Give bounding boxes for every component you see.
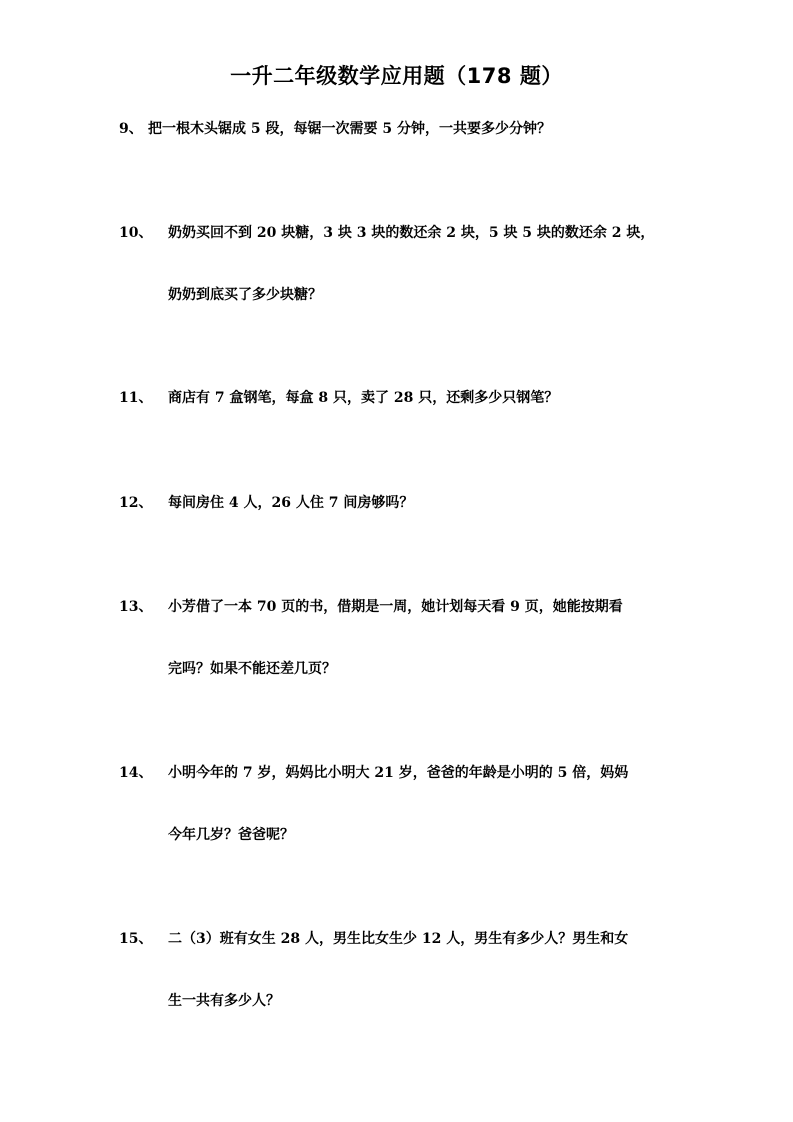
question-number: 9、 [119, 121, 143, 137]
question-text-line: 每间房住 4 人，26 人住 7 间房够吗？ [168, 495, 414, 511]
question-number: 12、 [119, 495, 153, 511]
question-number: 13、 [119, 599, 153, 615]
page-title: 一升二年级数学应用题（178 题） [230, 64, 563, 88]
question-text-line: 奶奶到底买了多少块糖？ [168, 287, 322, 303]
question-text-line: 把一根木头锯成 5 段，每锯一次需要 5 分钟，一共要多少分钟？ [148, 121, 551, 137]
question-number: 10、 [119, 225, 153, 241]
question-text-line: 小明今年的 7 岁，妈妈比小明大 21 岁，爸爸的年龄是小明的 5 倍，妈妈 [168, 765, 629, 781]
question-text-line: 今年几岁？爸爸呢？ [168, 827, 294, 843]
question-text-line: 二（3）班有女生 28 人，男生比女生少 12 人，男生有多少人？男生和女 [168, 931, 629, 947]
question-number: 15、 [119, 931, 153, 947]
question-text-line: 生一共有多少人？ [168, 993, 280, 1009]
question-text-line: 奶奶买回不到 20 块糖，3 块 3 块的数还余 2 块，5 块 5 块的数还余 2 块， [168, 225, 655, 241]
question-number: 14、 [119, 765, 153, 781]
question-text-line: 商店有 7 盒钢笔，每盒 8 只，卖了 28 只，还剩多少只钢笔？ [168, 390, 559, 406]
question-text-line: 小芳借了一本 70 页的书，借期是一周，她计划每天看 9 页，她能按期看 [168, 599, 623, 615]
question-number: 11、 [119, 390, 153, 406]
question-text-line: 完吗？如果不能还差几页？ [168, 661, 336, 677]
